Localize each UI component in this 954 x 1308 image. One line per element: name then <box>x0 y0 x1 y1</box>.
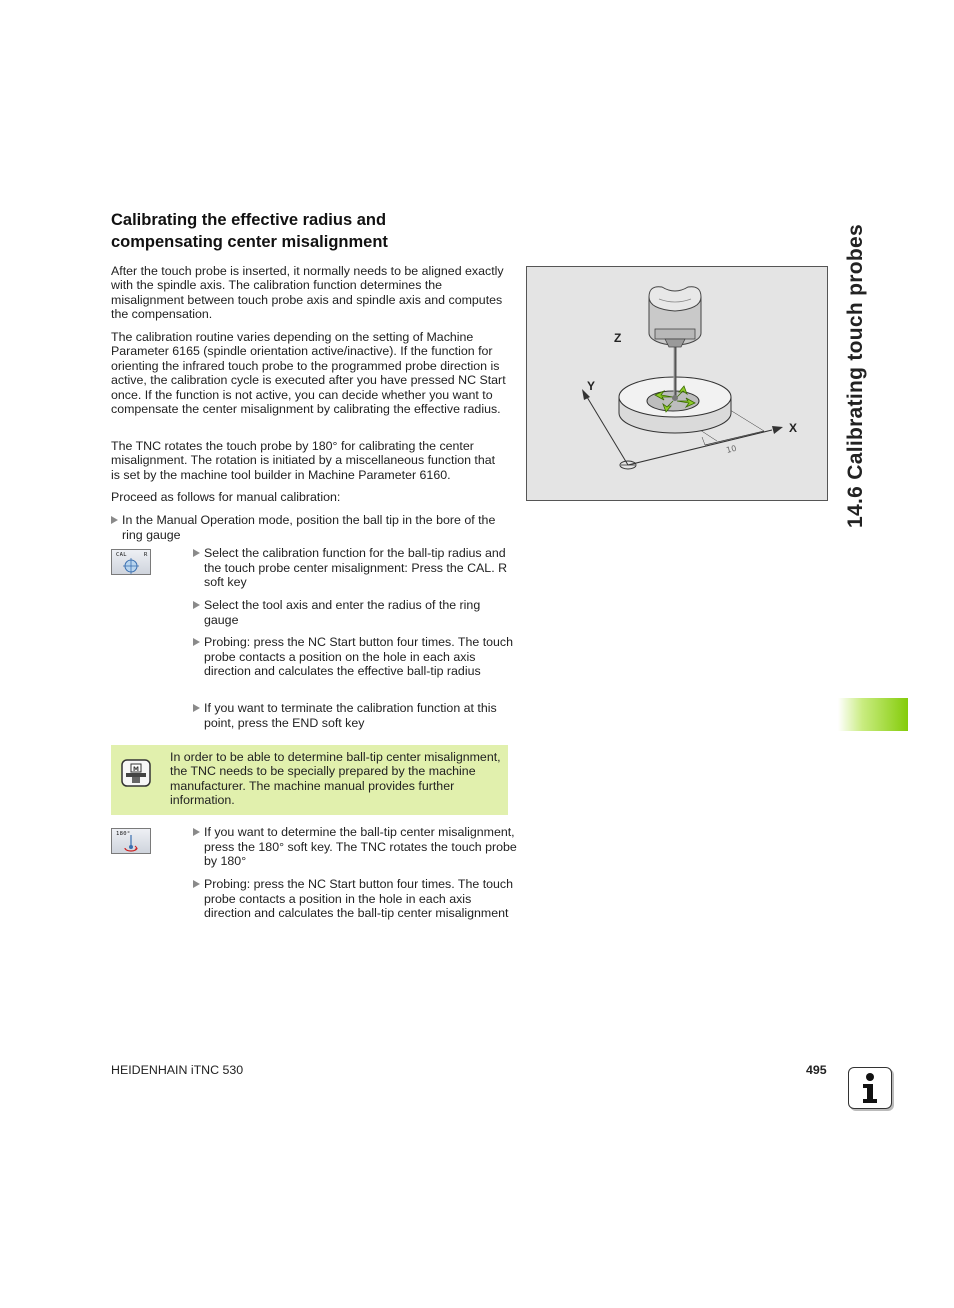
cal-r-softkey[interactable] <box>111 549 151 575</box>
paragraph-rotation: The TNC rotates the touch probe by 180° for calibrating the center misalignment. The rotation is initiated by a miscellaneous function that is set by the machine tool builder in Machine Parameter 6160. <box>111 439 496 482</box>
paragraph-intro: After the touch probe is inserted, it normally needs to be aligned exactly with the spindle axis. The calibration function determines the misalignment between touch probe axis and spindle axis and computes the compensation. <box>111 264 504 322</box>
bullet-arrow-icon <box>111 516 118 524</box>
softkey-label-cal: CAL <box>116 552 127 558</box>
rotation-icon <box>112 829 150 853</box>
section-heading-line2: compensating center misalignment <box>111 233 388 251</box>
axis-label-z: Z <box>614 331 622 345</box>
step-probing-misalignment <box>193 877 518 921</box>
step-text: Probing: press the NC Start button four times. The touch probe contacts a position on the hole in each axis direction and calculates the effective ball-tip radius <box>204 635 514 679</box>
step-text: In the Manual Operation mode, position the ball tip in the bore of the ring gauge <box>122 513 496 542</box>
chapter-side-title <box>836 218 876 534</box>
step-select-tool-axis <box>193 598 518 627</box>
bullet-arrow-icon <box>193 880 200 888</box>
step-text: If you want to terminate the calibration function at this point, press the END soft key <box>204 701 497 730</box>
section-heading <box>111 209 511 253</box>
softkey-label-180: 180° <box>116 831 131 837</box>
chapter-tab-marker <box>838 698 908 731</box>
step-probing-radius <box>193 635 518 679</box>
paragraph-routine: The calibration routine varies depending on the setting of Machine Parameter 6165 (spindle orientation active/inactive). If the function for orienting the infrared touch probe to the programmed probe direction is active, the calibration cycle is executed after you have pressed NC Start once. If the function is not active, you can decide whether you want to compensate the center misalignment by calibrating the effective radius. <box>111 330 506 417</box>
bullet-arrow-icon <box>193 828 200 836</box>
axis-label-y: Y <box>587 379 596 393</box>
info-icon <box>848 1067 892 1109</box>
step-select-calibration <box>193 546 518 590</box>
softkey-label-r: R <box>144 552 148 558</box>
machine-manufacturer-icon <box>121 759 151 792</box>
bullet-arrow-icon <box>193 704 200 712</box>
section-heading-line1: Calibrating the effective radius and <box>111 211 387 229</box>
note-text: In order to be able to determine ball-tip center misalignment, the TNC needs to be specially prepared by the machine manufacturer. The machine manual provides further information. <box>170 750 501 808</box>
crosshair-icon <box>112 550 150 574</box>
step-text: If you want to determine the ball-tip center misalignment, press the 180° soft key. The TNC rotates the touch probe by 180° <box>204 825 517 869</box>
footer-product: HEIDENHAIN iTNC 530 <box>111 1063 244 1077</box>
bullet-arrow-icon <box>193 638 200 646</box>
page-number: 495 <box>806 1063 827 1077</box>
paragraph-proceed: Proceed as follows for manual calibration: <box>111 490 341 504</box>
dimension-label: 10 <box>725 443 738 455</box>
step-determine-misalignment <box>193 825 518 869</box>
step-text: Select the calibration function for the ball-tip radius and the touch probe center misalignment: Press the CAL. R soft key <box>204 546 508 590</box>
step-terminate <box>193 701 518 730</box>
bullet-arrow-icon <box>193 601 200 609</box>
step-position-ball-tip <box>111 513 518 542</box>
svg-text:M: M <box>133 766 139 773</box>
ring-gauge-probe-illustration <box>527 267 827 500</box>
chapter-side-title-text: 14.6 Calibrating touch probes <box>844 224 867 528</box>
rotate-180-softkey[interactable] <box>111 828 151 854</box>
calibration-figure <box>526 266 828 501</box>
bullet-arrow-icon <box>193 549 200 557</box>
step-text: Probing: press the NC Start button four times. The touch probe contacts a position in the hole in each axis direction and calculates the ball-tip center misalignment <box>204 877 514 921</box>
step-text: Select the tool axis and enter the radius of the ring gauge <box>204 598 481 627</box>
axis-label-x: X <box>789 421 798 435</box>
